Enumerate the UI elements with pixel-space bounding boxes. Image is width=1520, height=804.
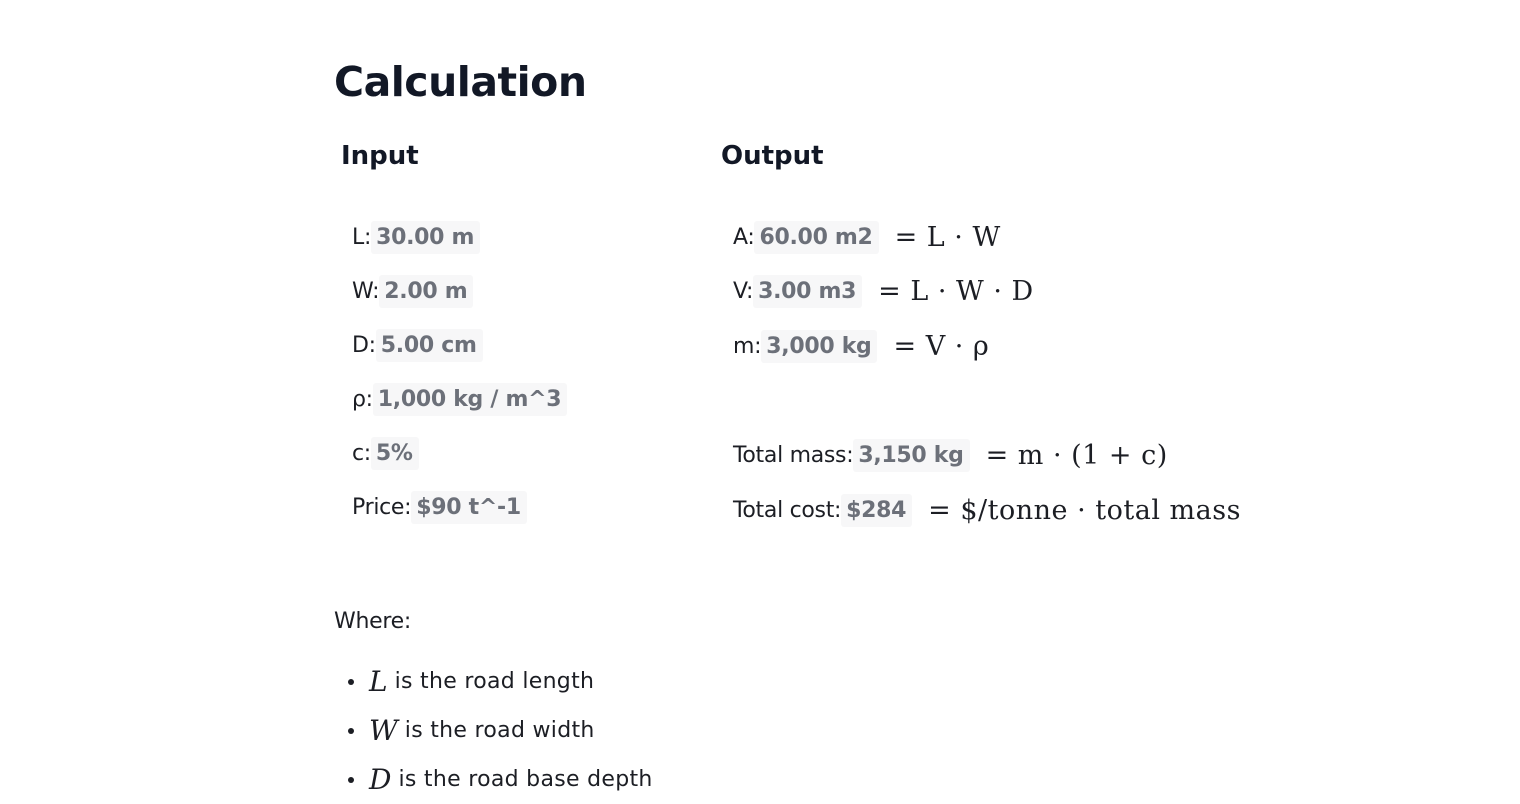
output-label: V: xyxy=(733,278,754,304)
area-formula: = L · W xyxy=(894,221,1001,253)
variable-symbol: D xyxy=(369,763,392,796)
output-label: Total cost: xyxy=(733,497,842,523)
mass-value: 3,000 kg xyxy=(761,330,877,363)
output-label: Total mass: xyxy=(733,442,854,468)
input-row-width xyxy=(352,271,473,311)
list-item xyxy=(348,657,653,706)
output-heading: Output xyxy=(721,141,824,171)
density-value-field[interactable]: 1,000 kg / m^3 xyxy=(373,383,567,416)
length-value-field[interactable]: 30.00 m xyxy=(371,221,480,254)
input-label: W: xyxy=(352,278,380,304)
page-title: Calculation xyxy=(334,58,587,106)
input-label: D: xyxy=(352,332,376,358)
input-row-length xyxy=(352,217,480,257)
total-mass-formula: = m · (1 + c) xyxy=(985,439,1168,471)
input-row-compaction xyxy=(352,433,419,473)
bullet-icon xyxy=(348,679,354,685)
input-label: ρ: xyxy=(352,386,373,412)
output-row-volume xyxy=(733,271,1034,311)
depth-value-field[interactable]: 5.00 cm xyxy=(376,329,483,362)
definition-text: is the road base depth xyxy=(398,767,653,792)
calculation-page xyxy=(334,0,1334,798)
compaction-value-field[interactable]: 5% xyxy=(371,437,419,470)
input-label: Price: xyxy=(352,494,412,520)
price-value-field[interactable]: $90 t^-1 xyxy=(411,491,527,524)
definition-text: is the road length xyxy=(394,669,595,694)
input-label: c: xyxy=(352,440,371,466)
input-row-density xyxy=(352,379,567,419)
output-row-total-mass xyxy=(733,435,1168,475)
where-label: Where: xyxy=(334,609,411,634)
volume-formula: = L · W · D xyxy=(878,275,1034,307)
variable-symbol: L xyxy=(369,665,388,698)
input-label: L: xyxy=(352,224,372,250)
output-row-area xyxy=(733,217,1001,257)
volume-value: 3.00 m3 xyxy=(753,275,862,308)
output-row-mass xyxy=(733,326,989,366)
definitions-list xyxy=(348,657,653,804)
mass-formula: = V · ρ xyxy=(893,330,990,362)
input-heading: Input xyxy=(341,141,419,171)
output-label: m: xyxy=(733,333,762,359)
output-row-total-cost xyxy=(733,490,1241,530)
total-cost-formula: = $/tonne · total mass xyxy=(928,494,1241,526)
list-item xyxy=(348,755,653,804)
area-value: 60.00 m2 xyxy=(754,221,878,254)
bullet-icon xyxy=(348,728,354,734)
input-row-depth xyxy=(352,325,483,365)
total-mass-value: 3,150 kg xyxy=(853,439,969,472)
definition-text: is the road width xyxy=(404,718,595,743)
output-label: A: xyxy=(733,224,755,250)
total-cost-value: $284 xyxy=(841,494,912,527)
list-item xyxy=(348,706,653,755)
input-row-price xyxy=(352,487,527,527)
variable-symbol: W xyxy=(369,714,398,747)
width-value-field[interactable]: 2.00 m xyxy=(379,275,473,308)
bullet-icon xyxy=(348,777,354,783)
